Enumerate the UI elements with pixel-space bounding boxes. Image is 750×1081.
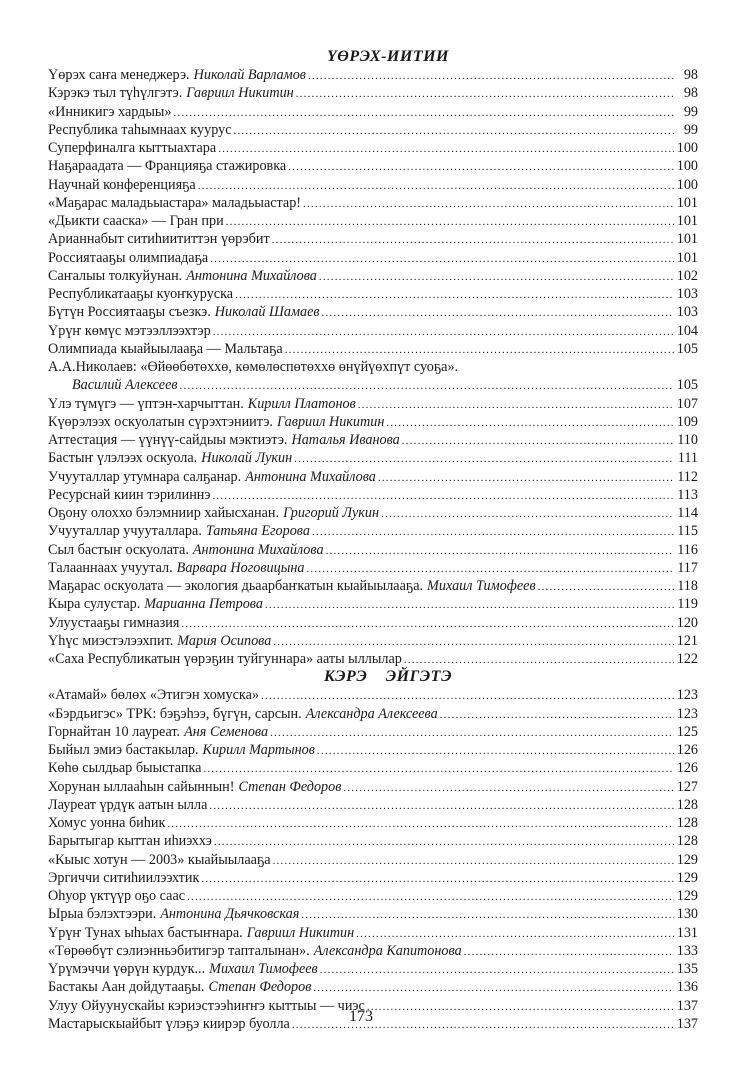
entry-title: Кыра сулустар. xyxy=(48,596,141,613)
entry-text xyxy=(48,431,400,449)
entry-title: Барытыгар кыттан иһиэххэ xyxy=(48,833,212,850)
entry-page-number: 120 xyxy=(676,614,698,631)
entry-title: Оһуор үктүүр оҕо саас xyxy=(48,888,186,904)
entry-text xyxy=(48,814,165,832)
dot-leader xyxy=(273,633,674,650)
dot-leader xyxy=(167,815,674,832)
dot-leader xyxy=(261,687,674,704)
entry-text xyxy=(48,121,232,139)
entry-title: Бастыҥ үлэлээх оскуола. xyxy=(48,450,198,467)
entry-author: Гавриил Никитин xyxy=(186,85,294,102)
entry-page-number: 100 xyxy=(676,140,698,156)
entry-text xyxy=(48,103,172,121)
entry-text xyxy=(48,614,179,632)
dot-leader xyxy=(218,140,674,157)
dot-leader xyxy=(402,432,674,449)
toc-entry xyxy=(48,942,698,960)
toc-entry xyxy=(48,978,698,996)
dot-leader xyxy=(296,85,674,102)
entry-title: «Маҕарас маладьыастара» маладьыастар! xyxy=(48,194,302,211)
entry-page-number: 129 xyxy=(676,851,698,868)
entry-page-number: 115 xyxy=(677,523,698,540)
dot-leader xyxy=(343,779,674,796)
entry-text xyxy=(48,376,178,394)
entry-page-number: 136 xyxy=(676,979,698,996)
dot-leader xyxy=(464,943,674,960)
entry-author: Кирилл Платонов xyxy=(247,395,356,412)
toc-entry xyxy=(48,322,698,340)
dot-leader xyxy=(285,341,674,358)
entry-page-number: 123 xyxy=(676,705,698,722)
entry-text xyxy=(48,887,185,905)
entry-text xyxy=(48,303,320,321)
entry-title: Оҕону олоххо бэлэмниир хайысханан. xyxy=(48,505,280,521)
toc-entry xyxy=(48,176,698,194)
entry-page-number: 117 xyxy=(677,559,698,576)
entry-text xyxy=(48,468,376,486)
entry-page-number: 121 xyxy=(676,632,698,649)
entry-page-number: 109 xyxy=(676,413,698,430)
entry-text xyxy=(48,522,310,540)
entry-author: Николай Варламов xyxy=(193,67,306,83)
section-title-culture: КЭРЭ ЭЙГЭТЭ xyxy=(324,668,452,686)
entry-text xyxy=(48,832,212,850)
entry-title: Аттестация — үүнүү-сайдыы мэктиэтэ. xyxy=(48,432,288,448)
dot-leader xyxy=(180,377,674,394)
toc-entry xyxy=(48,541,698,559)
dot-leader xyxy=(174,104,674,121)
entry-page-number: 137 xyxy=(676,997,698,1014)
entry-text xyxy=(48,759,201,777)
entry-title: «Дьикти сааска» — Гран при xyxy=(48,213,224,229)
entry-page-number: 131 xyxy=(676,924,698,941)
entry-page-number: 111 xyxy=(677,450,698,467)
entry-author: Кирилл Мартынов xyxy=(202,742,315,758)
toc-entry xyxy=(48,778,698,796)
toc-entry xyxy=(48,66,698,84)
dot-leader xyxy=(440,706,674,723)
entry-text xyxy=(48,851,271,869)
toc-entry xyxy=(48,121,698,139)
dot-leader xyxy=(378,469,674,486)
entry-title: Үөрэх саҥа менеджерэ. xyxy=(48,67,190,83)
entry-author: Степан Федоров xyxy=(238,778,342,795)
dot-leader xyxy=(303,195,674,212)
entry-author: Антонина Михайлова xyxy=(192,541,324,558)
entry-page-number: 102 xyxy=(676,267,698,284)
toc-entry xyxy=(48,851,698,869)
entry-page-number: 105 xyxy=(676,377,698,394)
toc-entry xyxy=(48,924,698,942)
entry-page-number: 107 xyxy=(676,395,698,412)
toc-entry xyxy=(48,103,698,121)
entry-text xyxy=(48,340,283,358)
toc-entry xyxy=(48,522,698,540)
toc-entry xyxy=(48,230,698,248)
toc-entry xyxy=(48,814,698,832)
dot-leader xyxy=(201,870,674,887)
entry-title: Быйыл эмиэ бастакылар. xyxy=(48,742,199,758)
dot-leader xyxy=(203,760,674,777)
dot-leader xyxy=(322,304,674,321)
entry-title: «Атамай» бөлөх «Этигэн хомуска» xyxy=(48,687,259,704)
entry-page-number: 113 xyxy=(677,486,698,503)
toc-entry xyxy=(48,759,698,777)
page-number xyxy=(0,1008,750,1026)
toc-entry xyxy=(48,486,698,504)
dot-leader xyxy=(270,724,674,741)
toc-entry xyxy=(48,157,698,175)
entry-text xyxy=(48,869,199,887)
entry-title: Лауреат үрдүк аатын ылла xyxy=(48,796,208,813)
entry-text xyxy=(48,358,458,376)
entry-title: Үрүмэччи үөрүн курдук... xyxy=(48,961,206,977)
entry-title: Республика таһымнаах куурус xyxy=(48,121,232,138)
dot-leader xyxy=(404,651,674,668)
dot-leader xyxy=(306,560,674,577)
dot-leader xyxy=(294,450,674,467)
entry-page-number: 105 xyxy=(676,340,698,357)
page-number-text: 173 xyxy=(349,1008,373,1025)
entry-title: Үлэ түмүгэ — үптэн-харчыттан. xyxy=(48,395,244,412)
entry-page-number: 122 xyxy=(676,651,698,667)
entry-page-number: 133 xyxy=(676,942,698,959)
entry-page-number: 103 xyxy=(676,304,698,321)
entry-title: Научнай конференцияҕа xyxy=(48,176,196,193)
entry-text xyxy=(48,541,324,559)
toc-entry xyxy=(48,212,698,230)
entry-text xyxy=(48,632,271,650)
entry-page-number: 101 xyxy=(676,194,698,211)
entry-title: «Инникигэ хардыы» xyxy=(48,103,172,120)
entry-page-number: 98 xyxy=(683,67,698,83)
dot-leader xyxy=(326,542,674,559)
entry-page-number: 135 xyxy=(676,961,698,977)
toc-entry xyxy=(48,267,698,285)
toc-entry xyxy=(48,449,698,467)
entry-page-number: 112 xyxy=(677,468,698,485)
dot-leader xyxy=(320,961,674,978)
dot-leader xyxy=(226,213,674,230)
entry-text xyxy=(48,66,306,84)
entry-title: Кэрэкэ тыл түһүлгэтэ. xyxy=(48,85,183,102)
entry-text xyxy=(48,741,315,759)
entry-title: Көһө сылдьар быыстапка xyxy=(48,760,202,777)
entry-author: Александра Капитонова xyxy=(313,942,462,959)
entry-text xyxy=(48,413,384,431)
dot-leader xyxy=(313,979,674,996)
entry-page-number: 129 xyxy=(676,888,698,904)
toc-entry xyxy=(48,869,698,887)
entry-page-number: 128 xyxy=(676,815,698,831)
entry-text xyxy=(48,778,341,796)
entry-author: Мария Осипова xyxy=(177,632,272,649)
toc-entry xyxy=(48,431,698,449)
entry-text xyxy=(48,267,317,285)
entry-author: Марианна Петрова xyxy=(144,596,263,613)
entry-text xyxy=(48,449,292,467)
dot-leader xyxy=(319,268,674,285)
dot-leader xyxy=(209,797,674,814)
entry-page-number: 100 xyxy=(676,158,698,175)
entry-page-number: 130 xyxy=(676,906,698,923)
section-title-education: ҮӨРЭХ-ИИТИИ xyxy=(327,48,449,65)
dot-leader xyxy=(386,414,674,431)
toc-list-culture xyxy=(48,686,698,1033)
entry-title: Үһүс миэстэлээхпит. xyxy=(48,632,174,649)
toc-entry xyxy=(48,832,698,850)
entry-title: «Төрөөбүт сэлиэнньэбитигэр тапталынан». xyxy=(48,942,310,959)
entry-author: Наталья Иванова xyxy=(291,432,400,448)
entry-text xyxy=(48,559,304,577)
toc-entry xyxy=(48,796,698,814)
toc-entry xyxy=(48,139,698,157)
dot-leader xyxy=(187,888,674,905)
entry-text xyxy=(48,796,207,814)
toc-entry xyxy=(48,614,698,632)
entry-text xyxy=(48,84,294,102)
entry-title: Олимпиада кыайыылааҕа — Мальтаҕа xyxy=(48,340,283,357)
entry-page-number: 99 xyxy=(683,121,698,138)
entry-title: Суперфиналга кыттыахтара xyxy=(48,140,217,156)
toc-entry xyxy=(48,577,698,595)
entry-author: Антонина Михайлова xyxy=(186,267,317,284)
entry-title: «Кыыс хотун — 2003» кыайыылааҕа xyxy=(48,851,271,868)
entry-page-number: 128 xyxy=(676,833,698,850)
toc-entry xyxy=(48,632,698,650)
dot-leader xyxy=(356,925,674,942)
dot-leader xyxy=(288,158,674,175)
entry-page-number: 101 xyxy=(676,249,698,266)
entry-author: Антонина Михайлова xyxy=(245,468,376,485)
toc-entry xyxy=(48,650,698,668)
entry-title: Хомус уонна биһик xyxy=(48,815,166,831)
entry-author: Михаил Тимофеев xyxy=(209,961,318,977)
entry-title: Учууталлар учууталлара. xyxy=(48,523,202,540)
toc-entry xyxy=(48,194,698,212)
entry-page-number: 103 xyxy=(676,286,698,302)
entry-text xyxy=(48,942,462,960)
toc-entry xyxy=(48,686,698,704)
dot-leader xyxy=(214,833,674,850)
toc-entry xyxy=(48,705,698,723)
entry-title: Учууталлар утумнара салҕанар. xyxy=(48,468,242,485)
entry-author: Аня Семенова xyxy=(184,723,269,740)
entry-page-number: 137 xyxy=(676,1015,698,1032)
entry-author: Антонина Дьячковская xyxy=(160,906,300,923)
entry-page-number: 119 xyxy=(677,596,698,613)
entry-text xyxy=(48,960,318,978)
dot-leader xyxy=(234,122,675,139)
entry-title: Республикатааҕы куоҥкуруска xyxy=(48,286,234,302)
toc-entry xyxy=(48,249,698,267)
entry-page-number: 118 xyxy=(677,578,698,594)
dot-leader xyxy=(301,906,674,923)
entry-text xyxy=(48,978,311,996)
entry-title: Арианнабыт ситиһиититтэн үөрэбит xyxy=(48,231,270,248)
entry-text xyxy=(48,230,270,248)
dot-leader xyxy=(381,505,674,522)
entry-author: Гавриил Никитин xyxy=(276,413,385,430)
entry-title: Мастарыскыайбыт үлэҕэ киирэр буолла xyxy=(48,1015,290,1032)
dot-leader xyxy=(358,396,674,413)
entry-title: Улуустааҕы гимназия xyxy=(48,614,180,631)
entry-text xyxy=(48,285,233,303)
dot-leader xyxy=(317,742,674,759)
entry-text xyxy=(48,249,208,267)
entry-title: Талааннаах учуутал. xyxy=(48,559,173,576)
toc-entry xyxy=(48,905,698,923)
entry-title: Сыл бастыҥ оскуолата. xyxy=(48,541,189,558)
entry-text xyxy=(48,212,224,230)
entry-author: Варвара Ноговицына xyxy=(176,559,305,576)
entry-text xyxy=(48,723,268,741)
entry-title: Россиятааҕы олимпиадаҕа xyxy=(48,249,209,266)
entry-page-number: 126 xyxy=(676,742,698,758)
toc-entry xyxy=(48,395,698,413)
dot-leader xyxy=(312,523,674,540)
toc-entry xyxy=(48,376,698,394)
entry-author: Василий Алексеев xyxy=(72,377,178,394)
entry-page-number: 98 xyxy=(683,85,698,102)
dot-leader xyxy=(181,615,674,632)
toc-entry xyxy=(48,887,698,905)
entry-page-number: 125 xyxy=(676,723,698,740)
toc-entry xyxy=(48,960,698,978)
entry-title: Эргиччи ситиһиилээхтик xyxy=(48,869,200,886)
entry-title: Ресурснай киин тэрилиннэ xyxy=(48,486,211,503)
entry-text xyxy=(48,157,286,175)
toc-entry xyxy=(48,358,698,376)
entry-title: Бүтүн Россиятааҕы съезкэ. xyxy=(48,304,211,321)
entry-author: Татьяна Егорова xyxy=(205,523,310,540)
toc-entry xyxy=(48,723,698,741)
entry-title: Бастакы Аан дойдутааҕы. xyxy=(48,979,205,996)
entry-text xyxy=(48,577,536,595)
entry-text xyxy=(48,395,356,413)
entry-author: Николай Шамаев xyxy=(214,304,320,321)
entry-title: Үрүҥ көмүс мэтээллээхтэр xyxy=(48,322,211,339)
entry-page-number: 123 xyxy=(676,687,698,704)
entry-text xyxy=(48,176,196,194)
entry-page-number: 101 xyxy=(676,231,698,248)
entry-title: Саҥалыы толкуйунан. xyxy=(48,267,183,284)
entry-text xyxy=(48,650,402,668)
entry-page-number: 116 xyxy=(677,541,698,558)
entry-page-number: 110 xyxy=(677,432,698,448)
entry-text xyxy=(48,686,259,704)
toc-entry xyxy=(48,285,698,303)
dot-leader xyxy=(212,487,674,504)
entry-title: «Бэрдьигэс» ТРК: бэҕэһээ, бүгүн, сарсын. xyxy=(48,705,302,722)
entry-page-number: 127 xyxy=(676,778,698,795)
entry-author: Григорий Лукин xyxy=(283,505,380,521)
entry-title: Үрүҥ Тунах ыһыах бастыҥнара. xyxy=(48,924,243,941)
entry-author: Александра Алексеева xyxy=(305,705,438,722)
entry-title: Ырыа бэлэхтээри. xyxy=(48,906,157,923)
toc-entry xyxy=(48,84,698,102)
entry-title: Горнайтан 10 лауреат. xyxy=(48,723,181,740)
entry-page-number: 100 xyxy=(676,176,698,193)
entry-author: Николай Лукин xyxy=(201,450,293,467)
entry-page-number: 101 xyxy=(676,213,698,229)
toc-entry xyxy=(48,741,698,759)
entry-title: Маҕарас оскуолата — экология дьаарбаҥкатын кыайыылааҕа. xyxy=(48,578,424,594)
dot-leader xyxy=(538,578,674,595)
entry-title: «Саха Республикатын үөрэҕин туйгуннара» ааты ыллылар xyxy=(48,651,402,667)
entry-text xyxy=(48,322,211,340)
entry-author: Михаил Тимофеев xyxy=(427,578,536,594)
entry-text xyxy=(48,905,299,923)
toc-entry xyxy=(48,413,698,431)
dot-leader xyxy=(265,596,674,613)
dot-leader xyxy=(198,177,674,194)
entry-author: Степан Федоров xyxy=(208,979,312,996)
toc-entry xyxy=(48,468,698,486)
toc-entry xyxy=(48,559,698,577)
entry-text xyxy=(48,705,438,723)
entry-title: Улуу Ойуунускайы кэриэстээһиҥҥэ кыттыы — чиэс xyxy=(48,997,365,1014)
entry-text xyxy=(48,504,379,522)
dot-leader xyxy=(273,852,674,869)
toc-entry xyxy=(48,504,698,522)
entry-title: Наҕараадата — Францияҕа стажировка xyxy=(48,158,287,175)
toc-entry xyxy=(48,303,698,321)
entry-page-number: 99 xyxy=(683,103,698,120)
entry-page-number: 128 xyxy=(676,796,698,813)
entry-text xyxy=(48,194,301,212)
entry-text xyxy=(48,139,216,157)
toc-list-education xyxy=(48,66,698,668)
toc-entry xyxy=(48,595,698,613)
entry-page-number: 126 xyxy=(676,760,698,777)
dot-leader xyxy=(210,250,674,267)
dot-leader xyxy=(272,231,674,248)
dot-leader xyxy=(235,286,674,303)
entry-text xyxy=(48,595,263,613)
entry-author: Гавриил Никитин xyxy=(246,924,355,941)
entry-text xyxy=(48,486,210,504)
entry-page-number: 129 xyxy=(676,869,698,886)
entry-title: Хорунан ыллааһын сайыннын! xyxy=(48,778,235,795)
entry-page-number: 104 xyxy=(676,322,698,339)
toc-entry xyxy=(48,340,698,358)
dot-leader xyxy=(308,67,674,84)
entry-text xyxy=(48,924,354,942)
table-of-contents xyxy=(48,47,698,1033)
entry-page-number: 114 xyxy=(677,505,698,521)
dot-leader xyxy=(213,323,674,340)
entry-title: А.А.Николаев: «Өйөөбөтөххө, көмөлөспөтөххө өнүйүөхпүт суоҕа». xyxy=(48,359,459,375)
entry-title: Күөрэлээх оскуолатын сүрэхтэниитэ. xyxy=(48,413,273,430)
